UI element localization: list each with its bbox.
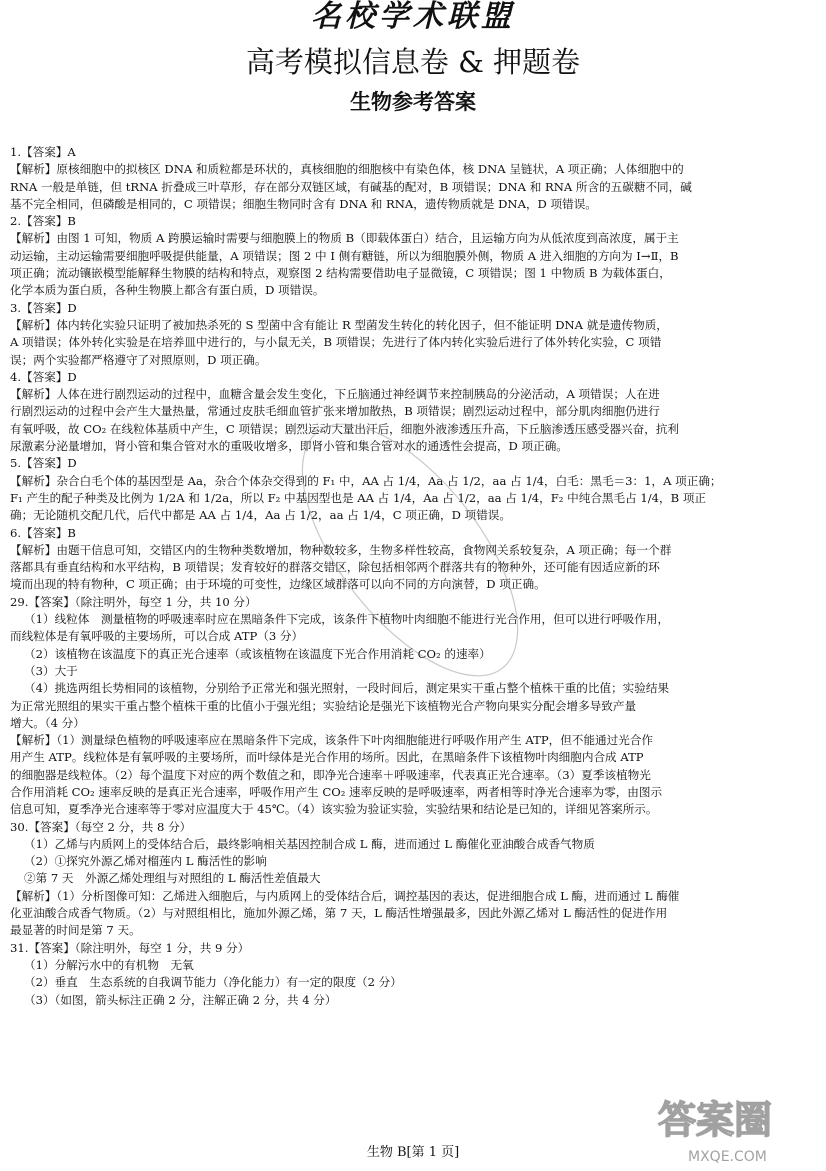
text-line: 有氧呼吸，故 CO₂ 在线粒体基质中产生，C 项错误；剧烈运动大量出汗后，细胞外液渗透压升高，下丘脑渗透压感受器兴奋，抗利 (10, 421, 680, 436)
text-line: 5.【答案】D (10, 456, 77, 471)
text-line: （2）①探究外源乙烯对榴莲内 L 酶活性的影响 (24, 854, 267, 869)
brand-name: 名校学术联盟 (311, 0, 515, 34)
text-line: 29.【答案】（除注明外，每空 1 分，共 10 分） (10, 594, 257, 609)
text-line: （1）乙烯与内质网上的受体结合后，最终影响相关基因控制合成 L 酶，进而通过 L 酶催化亚油酸合成香气物质 (24, 836, 595, 851)
text-line: 的细胞器是线粒体。（2）每个温度下对应的两个数值之和，即净光合速率＋呼吸速率，代表真正光合速率。（3）夏季该植物光 (10, 767, 651, 782)
text-line: 30.【答案】（每空 2 分，共 8 分） (10, 819, 192, 834)
text-line: （1）线粒体 测量植物的呼吸速率时应在黑暗条件下完成，该条件下植物叶肉细胞不能进行光合作用，但可以进行呼吸作用， (24, 612, 670, 627)
text-line: （2）该植物在该温度下的真正光合速率（或该植物在该温度下光合作用消耗 CO₂ 的速率） (24, 646, 491, 661)
text-line: （3）大于 (24, 663, 78, 678)
text-line: 增大。（4 分） (10, 715, 85, 730)
page-header (0, 0, 826, 116)
text-line: 4.【答案】D (10, 369, 77, 384)
text-line: 31.【答案】（除注明外，每空 1 分，共 9 分） (10, 940, 250, 955)
text-line: 落都具有垂直结构和水平结构，B 项错误；发育较好的群落交错区，除包括相邻两个群落共有的物种外，还可能有因适应新的环 (10, 560, 660, 575)
text-line: 信息可知，夏季净光合速率等于零对应温度大于 45℃。（4）该实验为验证实验，实验结果和结论是已知的，详细见答案所示。 (10, 802, 658, 817)
text-line: 【解析】（1）分析图像可知：乙烯进入细胞后，与内质网上的受体结合后，调控基因的表达，促进细胞合成 L 酶，进而通过 L 酶催 (10, 888, 680, 903)
text-line: 【解析】由题干信息可知，交错区内的生物种类数增加，物种数较多，生物多样性较高，食物网关系较复杂，A 项正确；每一个群 (10, 542, 672, 557)
document-title: 高考模拟信息卷 & 押题卷 (245, 45, 581, 79)
text-line: 【解析】人体在进行剧烈运动的过程中，血糖含量会发生变化，下丘脑通过神经调节来控制胰岛的分泌活动，A 项错误；人在进 (10, 387, 660, 402)
text-line: 动运输，主动运输需要细胞呼吸提供能量，A 项错误；图 2 中 I 侧有糖链，所以为细胞膜外侧，物质 A 进入细胞的方向为 I→Ⅱ，B (10, 248, 679, 263)
text-line: （1）分解污水中的有机物 无氧 (24, 957, 194, 972)
svg-text:MXQE.COM: MXQE.COM (688, 1149, 767, 1165)
text-line: 基不完全相同，但磷酸是相同的，C 项错误；细胞生物同时含有 DNA 和 RNA，遗传物质就是 DNA，D 项错误。 (10, 196, 597, 211)
document-subtitle: 生物参考答案 (350, 89, 476, 114)
text-line: 2.【答案】B (10, 214, 76, 229)
text-line: 境而出现的特有物种，C 项正确；由于环境的可变性，边缘区域群落可以向不同的方向演替，D 项正确。 (10, 577, 546, 592)
footer-subject: 生物 B (366, 1145, 407, 1160)
text-line: 【解析】原核细胞中的拟核区 DNA 和质粒都是环状的，真核细胞的细胞核中有染色体，核 DNA 呈链状，A 项正确；人体细胞中的 (10, 162, 684, 177)
text-line: 项正确；流动镶嵌模型能解释生物膜的结构和特点，观察图 2 结构需要借助电子显微镜，C 项错误；图 1 中物质 B 为载体蛋白， (10, 266, 671, 281)
text-line: （2）垂直 生态系统的自我调节能力（净化能力）有一定的限度（2 分） (24, 975, 402, 990)
text-line: 1.【答案】A (10, 145, 76, 159)
text-line: 【解析】体内转化实验只证明了被加热杀死的 S 型菌中含有能让 R 型菌发生转化的转化因子，但不能证明 DNA 就是遗传物质， (10, 317, 668, 332)
text-line: 而线粒体是有氧呼吸的主要场所，可以合成 ATP（3 分） (10, 629, 304, 644)
text-line: 为正常光照组的果实干重占整个植株干重的比值小于强光组；实验结论是强光下该植物光合产物向果实分配会增多导致产量 (10, 698, 637, 713)
footer-page-number: [第 1 页] (406, 1145, 460, 1160)
text-line: RNA 一般是单链，但 tRNA 折叠成三叶草形，存在部分双链区域，有碱基的配对，B 项错误；DNA 和 RNA 所含的五碳糖不同，碱 (10, 179, 692, 194)
text-line: 6.【答案】B (10, 525, 76, 540)
text-line: A 项错误；体外转化实验是在培养皿中进行的，与小鼠无关，B 项错误；先进行了体内转化实验后进行了体外转化实验，C 项错 (10, 335, 662, 350)
text-line: 行剧烈运动的过程中会产生大量热量，常通过皮肤毛细血管扩张来增加散热，B 项错误；剧烈运动过程中，部分肌肉细胞仍进行 (10, 404, 660, 419)
text-line: 尿激素分泌量增加，肾小管和集合管对水的重吸收增多，即肾小管和集合管对水的通透性会提高，D 项正确。 (10, 439, 568, 454)
text-line: 用产生 ATP。线粒体是有氧呼吸的主要场所，而叶绿体是光合作用的场所。因此，在黑暗条件下该植物叶肉细胞内合成 ATP (10, 750, 644, 765)
answer-body (10, 144, 810, 1009)
text-line: （4）挑选两组长势相同的该植物，分别给予正常光和强光照射，一段时间后，测定果实干重占整个植株干重的比值；实验结果 (24, 681, 670, 696)
text-line: 化学本质为蛋白质，各种生物膜上都含有蛋白质，D 项错误。 (10, 283, 325, 298)
text-line: 最显著的时间是第 7 天。 (10, 923, 141, 938)
text-line: （3）（如图，箭头标注正确 2 分，注解正确 2 分，共 4 分） (24, 992, 337, 1007)
text-line: 【解析】由图 1 可知，物质 A 跨膜运输时需要与细胞膜上的物质 B（即载体蛋白）结合，且运输方向为从低浓度到高浓度，属于主 (10, 231, 679, 246)
text-line: F₁ 产生的配子种类及比例为 1/2A 和 1/2a，所以 F₂ 中基因型也是 AA 占 1/4，Aa 占 1/2，aa 占 1/4，F₂ 中纯合黑毛占 1/4，B 项正 (10, 490, 707, 505)
text-line: 误；两个实验都严格遵守了对照原则，D 项正确。 (10, 352, 267, 367)
text-line: 合作用消耗 CO₂ 速率反映的是真正光合速率，呼吸作用产生 CO₂ 速率反映的是呼吸速率，两者相等时净光合速率为零，由图示 (10, 784, 663, 799)
text-line: 【解析】（1）测量绿色植物的呼吸速率应在黑暗条件下完成，该条件下叶肉细胞能进行呼吸作用产生 ATP，但不能通过光合作 (10, 733, 654, 748)
text-line: 确；无论随机交配几代，后代中都是 AA 占 1/4，Aa 占 1/2，aa 占 1/4，C 项正确，D 项错误。 (10, 508, 511, 523)
text-line: 【解析】杂合白毛个体的基因型是 Aa，杂合个体杂交得到的 F₁ 中，AA 占 1/4，Aa 占 1/2，aa 占 1/4，白毛：黑毛＝3：1，A 项正确； (10, 473, 722, 488)
text-line: 化亚油酸合成香气物质。（2）与对照组相比，施加外源乙烯，第 7 天，L 酶活性增强最多，因此外源乙烯对 L 酶活性的促进作用 (10, 906, 668, 921)
text-line: ②第 7 天 外源乙烯处理组与对照组的 L 酶活性差值最大 (24, 871, 321, 886)
page-footer (0, 1141, 826, 1160)
text-line: 3.【答案】D (10, 300, 77, 315)
svg-text:答案圈: 答案圈 (658, 1098, 773, 1142)
